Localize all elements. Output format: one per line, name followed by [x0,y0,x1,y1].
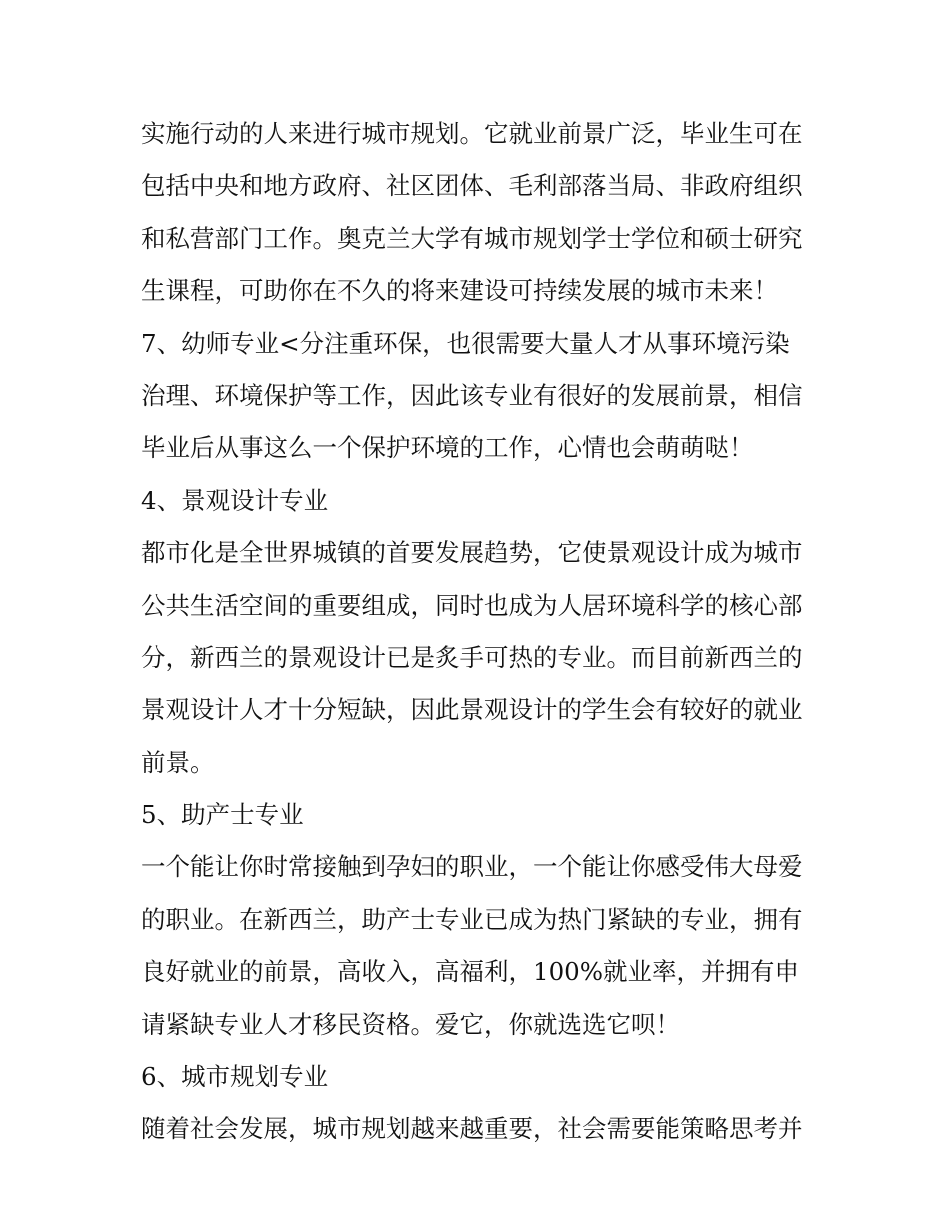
paragraph-line: 实施行动的人来进行城市规划。它就业前景广泛，毕业生可在 [141,119,803,148]
paragraph-line: 7、幼师专业<分注重环保，也很需要大量人才从事环境污染 [141,328,790,358]
paragraph-line: 前景。 [141,747,215,777]
paragraph-line: 分，新西兰的景观设计已是炙手可热的专业。而目前新西兰的 [141,642,803,672]
paragraph-line: 良好就业的前景，高收入，高福利，100%就业率，并拥有申 [141,957,800,987]
paragraph-line: 景观设计人才十分短缺，因此景观设计的学生会有较好的就业 [141,695,803,725]
paragraph-line: 生课程，可助你在不久的将来建设可持续发展的城市未来！ [141,276,778,306]
paragraph-line: 治理、环境保护等工作，因此该专业有很好的发展前景，相信 [141,380,803,410]
paragraph-line: 都市化是全世界城镇的首要发展趋势，它使景观设计成为城市 [141,538,803,568]
section-heading: 5、助产士专业 [141,800,304,830]
paragraph-line: 请紧缺专业人才移民资格。爱它，你就选选它呗！ [141,1009,680,1039]
paragraph-line: 包括中央和地方政府、社区团体、毛利部落当局、非政府组织 [141,171,803,201]
paragraph-line: 一个能让你时常接触到孕妇的职业，一个能让你感受伟大母爱 [141,852,803,882]
paragraph-line: 的职业。在新西兰，助产士专业已成为热门紧缺的专业，拥有 [141,904,803,934]
paragraph-line: 公共生活空间的重要组成，同时也成为人居环境科学的核心部 [141,590,803,620]
document-text-body [141,108,821,1156]
paragraph-line: 和私营部门工作。奥克兰大学有城市规划学士学位和硕士研究 [141,223,803,253]
section-heading: 6、城市规划专业 [141,1062,329,1092]
section-heading: 4、景观设计专业 [141,485,329,515]
paragraph-line: 毕业后从事这么一个保护环境的工作，心情也会萌萌哒！ [141,433,754,463]
paragraph-line: 随着社会发展，城市规划越来越重要，社会需要能策略思考并 [141,1114,803,1144]
